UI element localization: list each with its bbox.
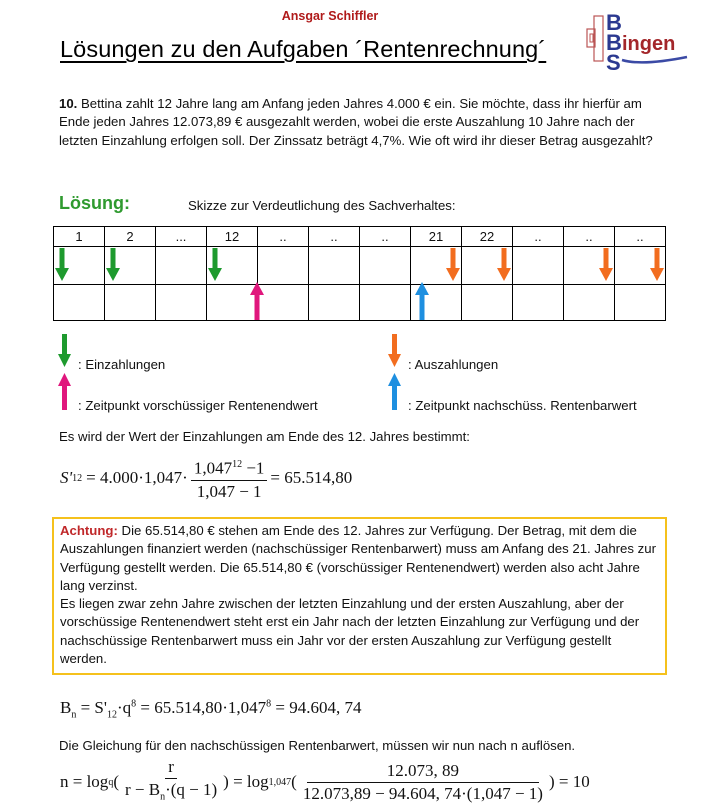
- timeline-year-8: 21: [411, 227, 462, 247]
- formula-n: n = log q ( $\frac{r}{r - B_n\cdot(q - 1)}$ ) = log 1,047 ( $\frac{12.073, 89}{12.073,89 - 94.604, 74\cdot(1,047 - 1)}$ ) = 10: [60, 757, 590, 807]
- achtung-label: Achtung:: [60, 523, 118, 538]
- formula2-b: B: [60, 698, 72, 717]
- formula3-result: ) = 10: [548, 772, 590, 792]
- timeline-payment-cell: [513, 247, 564, 285]
- formula2-s-sub: 12: [106, 709, 117, 721]
- svg-text:S: S: [606, 50, 621, 72]
- outro-text: Die Gleichung für den nachschüssigen Rentenbarwert, müssen wir nun nach n auflösen.: [59, 738, 576, 753]
- timeline-payment-row: [54, 247, 666, 285]
- arrow-down-orange-icon: [650, 248, 664, 282]
- timeline-value-cell: [54, 285, 105, 321]
- page-title: Lösungen zu den Aufgaben ´Rentenrechnung´: [60, 36, 547, 62]
- timeline-year-5: ..: [258, 227, 309, 247]
- arrow-down-green-icon: [208, 248, 222, 282]
- formula2-mid-exp: 8: [266, 698, 272, 710]
- formula2-q: ·q: [116, 698, 132, 717]
- timeline-value-cell: [309, 285, 360, 321]
- formula3-fraction-2: [300, 761, 546, 804]
- formula1-den: 1,047 − 1: [196, 481, 262, 501]
- formula3-f1-den-tail: ·(q − 1): [165, 780, 218, 799]
- formula3-f1-den-sub: n: [160, 791, 166, 803]
- timeline-payment-cell: [411, 247, 462, 285]
- formula1-lhs: S': [60, 468, 73, 488]
- formula3-f1-num: r: [165, 757, 177, 779]
- formula2-b-sub: n: [71, 709, 77, 721]
- achtung-box: [52, 517, 667, 675]
- legend-auszahlung-label: : Auszahlungen: [408, 357, 499, 372]
- formula3-lhs-sub: q: [108, 776, 114, 788]
- timeline-value-cell: [258, 285, 309, 321]
- formula3-fraction-1: [122, 757, 220, 807]
- timeline-value-row: [54, 285, 666, 321]
- timeline-payment-cell: [156, 247, 207, 285]
- timeline-payment-cell: [207, 247, 258, 285]
- legend-einzahlung-label: : Einzahlungen: [78, 357, 166, 372]
- formula3-mid: ) = log: [223, 772, 269, 792]
- timeline-year-11: ..: [564, 227, 615, 247]
- timeline-year-6: ..: [309, 227, 360, 247]
- logo-graphic: [582, 4, 702, 72]
- timeline-payment-cell: [309, 247, 360, 285]
- timeline-value-cell: [156, 285, 207, 321]
- timeline-year-9: 22: [462, 227, 513, 247]
- timeline-year-1: 1: [54, 227, 105, 247]
- timeline-payment-cell: [258, 247, 309, 285]
- timeline-payment-cell: [105, 247, 156, 285]
- task-text: [59, 95, 669, 150]
- formula1-num-exp: 12: [232, 459, 243, 470]
- formula-endwert: [60, 455, 352, 502]
- timeline-value-cell: [207, 285, 258, 321]
- achtung-text-2: Es liegen zwar zehn Jahre zwischen der letzten Einzahlung und der ersten Auszahlung, aber der vorschüssige Rentenendwert steht erst ein Jahr nach der letzten Einzahlung zur Verfügung und der nachschüssige Rentenbarwert muss ein Jahr vor der ersten Auszahlung zur Verfügung gestellt werden.: [60, 596, 640, 667]
- arrow-down-green-icon: [55, 248, 69, 282]
- timeline-payment-cell: [564, 247, 615, 285]
- arrow-up-blue-icon: [415, 282, 429, 320]
- timeline-year-3: ...: [156, 227, 207, 247]
- timeline-payment-cell: [462, 247, 513, 285]
- arrow-down-orange-icon: [599, 248, 613, 282]
- sketch-caption: Skizze zur Verdeutlichung des Sachverhaltes:: [188, 198, 456, 213]
- formula1-fraction: [191, 455, 268, 502]
- legend-auszahlung: [388, 334, 402, 373]
- arrow-down-orange-icon: [388, 334, 402, 368]
- task-number: 10.: [59, 96, 78, 111]
- intro-text: Es wird der Wert der Einzahlungen am Ende des 12. Jahres bestimmt:: [59, 429, 470, 444]
- legend-einzahlung: [58, 334, 72, 373]
- formula3-lhs: n = log: [60, 772, 109, 792]
- arrow-down-orange-icon: [497, 248, 511, 282]
- timeline-value-cell: [513, 285, 564, 321]
- timeline-value-cell: [462, 285, 513, 321]
- formula1-num-tail: −1: [242, 458, 265, 478]
- legend-endwert-label: : Zeitpunkt vorschüssiger Rentenendwert: [78, 398, 318, 413]
- timeline-payment-cell: [615, 247, 666, 285]
- formula2-q-exp: 8: [131, 698, 137, 710]
- svg-text:B: B: [606, 30, 622, 55]
- formula1-factor: = 4.000·1,047·: [86, 468, 188, 488]
- timeline-header-row: [54, 227, 666, 247]
- bbs-bingen-logo: [582, 4, 702, 72]
- arrow-down-orange-icon: [446, 248, 460, 282]
- timeline-table: [53, 226, 666, 321]
- timeline-year-2: 2: [105, 227, 156, 247]
- task-body: Bettina zahlt 12 Jahre lang am Anfang jeden Jahres 4.000 € ein. Sie möchte, dass ihr hierfür am Ende jeden Jahres 12.073,89 € ausgezahlt werden, wobei die erste Auszahlung 10 Jahre nach der letzten Einzahlung erfolgen soll. Der Zinssatz beträgt 4,7%. Wie oft wird ihr dieser Betrag ausgezahlt?: [59, 96, 653, 148]
- formula1-result: = 65.514,80: [270, 468, 353, 488]
- formula3-f1-den: r − B: [124, 780, 161, 799]
- author-name: Ansgar Schiffler: [281, 9, 379, 23]
- timeline-year-12: ..: [615, 227, 666, 247]
- formula3-f2-num: 12.073, 89: [307, 761, 539, 783]
- timeline-year-10: ..: [513, 227, 564, 247]
- solution-heading: Lösung:: [59, 193, 130, 213]
- formula3-f2-den: 12.073,89 − 94.604, 74·(1,047 − 1): [302, 783, 543, 803]
- timeline-payment-cell: [54, 247, 105, 285]
- formula-barwert: [60, 698, 361, 720]
- timeline-value-cell: [564, 285, 615, 321]
- arrow-up-pink-icon: [58, 373, 72, 411]
- timeline-payment-cell: [360, 247, 411, 285]
- formula2-result: = 94.604, 74: [271, 698, 362, 717]
- arrow-down-green-icon: [58, 334, 72, 368]
- svg-text:B: B: [606, 10, 622, 35]
- formula2-mid: = 65.514,80·1,047: [136, 698, 267, 717]
- legend-endwert: [58, 373, 72, 416]
- timeline-value-cell: [615, 285, 666, 321]
- timeline-value-cell: [411, 285, 462, 321]
- formula1-num-base: 1,047: [193, 458, 233, 478]
- formula2-eq1: = S': [76, 698, 107, 717]
- legend-barwert-label: : Zeitpunkt nachschüss. Rentenbarwert: [408, 398, 637, 413]
- timeline-value-cell: [360, 285, 411, 321]
- arrow-down-green-icon: [106, 248, 120, 282]
- arrow-up-blue-icon: [388, 373, 402, 411]
- achtung-text-1: Die 65.514,80 € stehen am Ende des 12. Jahres zur Verfügung. Der Betrag, mit dem die Auszahlungen finanziert werden (nachschüssiger Rentenbarwert) muss am Anfang des 21. Jahres zur Verfügung gestellt werden. Die 65.514,80 € (vorschüssiger Rentenendwert) werden also acht Jahre lang verzinst.: [60, 523, 656, 593]
- formula3-mid-sub: 1,047: [268, 776, 292, 788]
- timeline-value-cell: [105, 285, 156, 321]
- svg-text:ingen: ingen: [622, 33, 676, 55]
- formula1-lhs-sub: 12: [72, 472, 83, 484]
- timeline-year-7: ..: [360, 227, 411, 247]
- timeline-year-4: 12: [207, 227, 258, 247]
- legend-barwert: [388, 373, 402, 416]
